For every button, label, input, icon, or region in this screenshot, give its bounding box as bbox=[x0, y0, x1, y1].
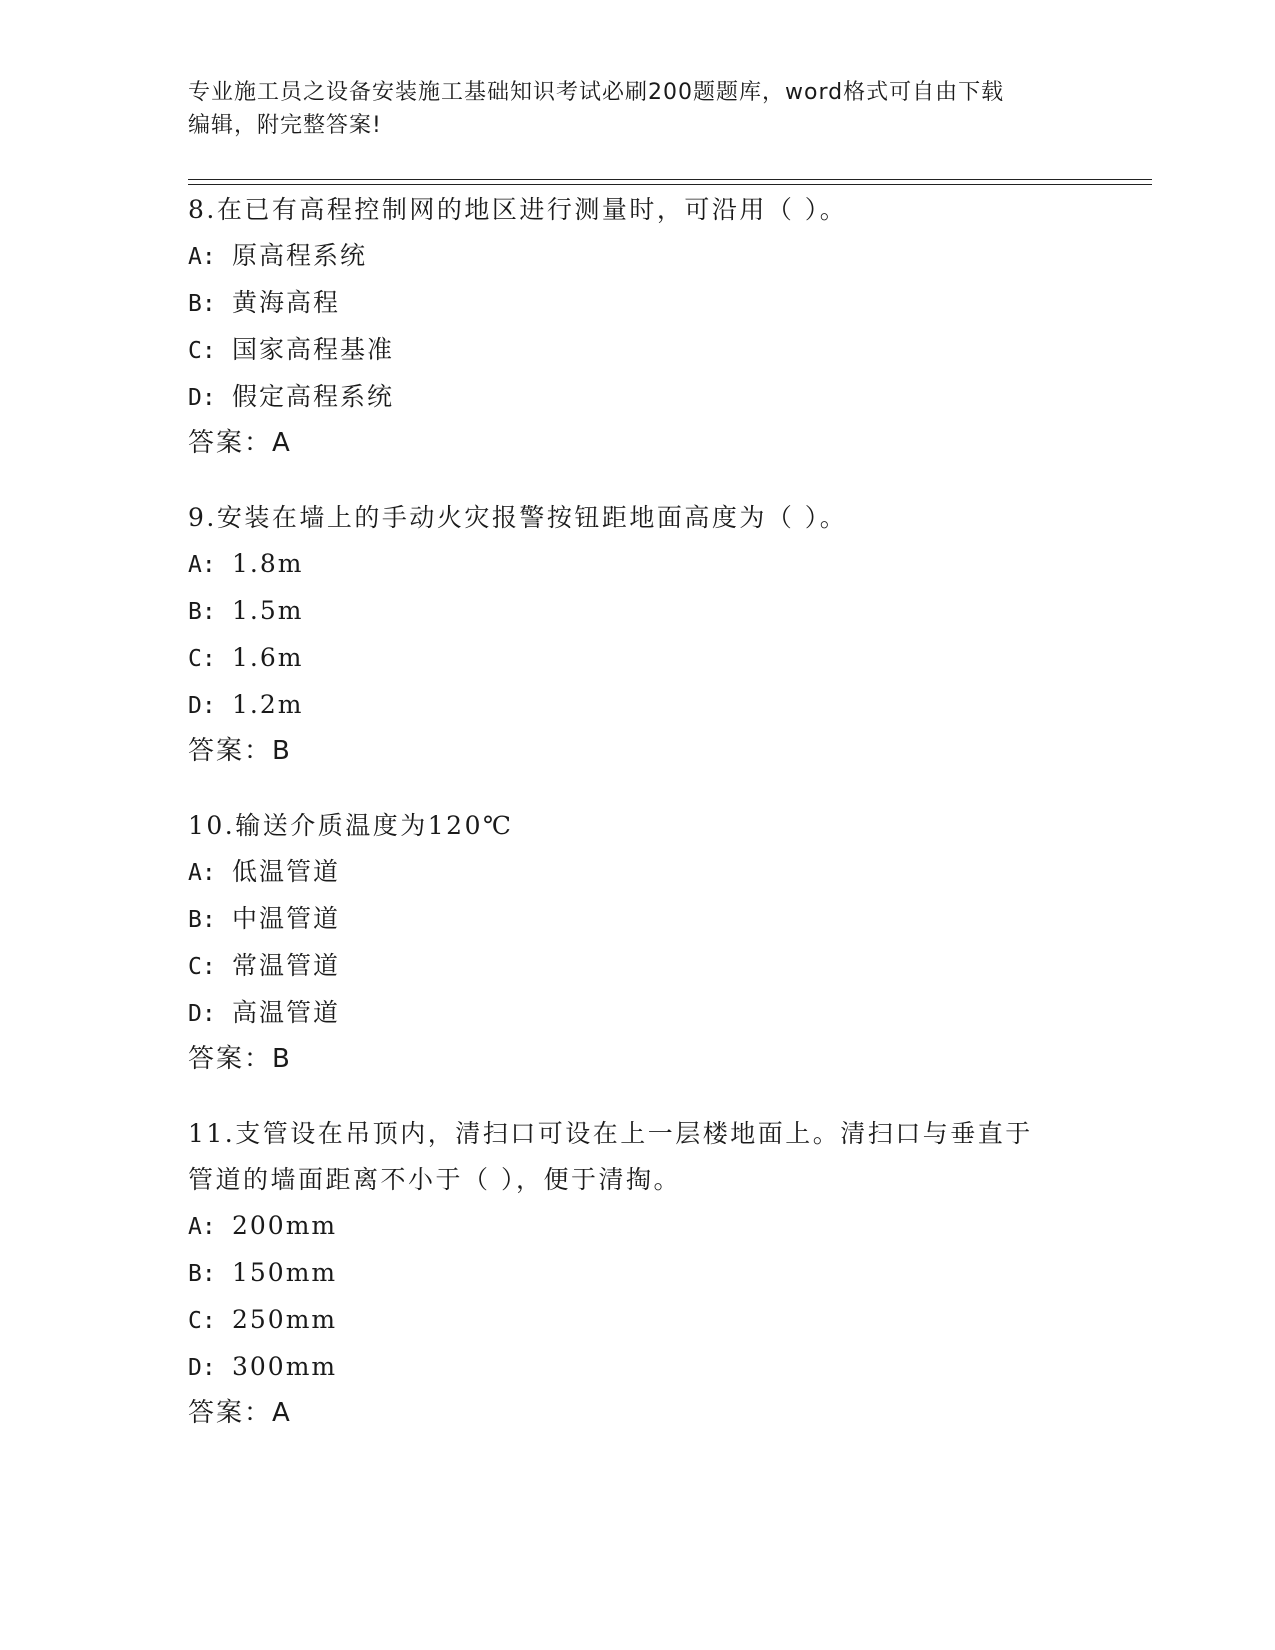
option-letter: D: bbox=[188, 693, 216, 719]
answer-label: 答案： bbox=[188, 1398, 273, 1428]
answer-value: A bbox=[272, 1398, 291, 1428]
question-stem: 8.在已有高程控制网的地区进行测量时，可沿用（ ）。 bbox=[188, 195, 848, 224]
option-text: 国家高程基准 bbox=[232, 335, 395, 364]
option-text: 黄海高程 bbox=[232, 288, 341, 317]
header-line-2: 编辑，附完整答案! bbox=[188, 113, 382, 138]
answer-line bbox=[188, 421, 1088, 465]
option-a bbox=[188, 1203, 1088, 1250]
answer-label: 答案： bbox=[188, 428, 273, 458]
option-letter: A: bbox=[188, 860, 216, 886]
answer-line bbox=[188, 729, 1088, 773]
option-letter: C: bbox=[188, 338, 216, 364]
answer-line bbox=[188, 1391, 1088, 1435]
question-stem-continued: 管道的墙面距离不小于（ ），便于清掏。 bbox=[188, 1165, 681, 1194]
header-line-1: 专业施工员之设备安装施工基础知识考试必刷200题题库，word格式可自由下载 bbox=[188, 80, 1005, 105]
option-c bbox=[188, 635, 1088, 682]
option-text: 300mm bbox=[232, 1352, 338, 1381]
question-9 bbox=[188, 495, 1088, 773]
question-stem: 11.支管设在吊顶内，清扫口可设在上一层楼地面上。清扫口与垂直于 bbox=[188, 1119, 1033, 1148]
option-letter: B: bbox=[188, 1261, 216, 1287]
option-text: 150mm bbox=[232, 1258, 338, 1287]
answer-line bbox=[188, 1037, 1088, 1081]
option-d bbox=[188, 1344, 1088, 1391]
answer-value: A bbox=[272, 428, 291, 458]
option-letter: D: bbox=[188, 1355, 216, 1381]
option-text: 1.6m bbox=[232, 643, 304, 672]
option-letter: A: bbox=[188, 1214, 216, 1240]
option-text: 中温管道 bbox=[232, 904, 341, 933]
option-letter: B: bbox=[188, 599, 216, 625]
answer-label: 答案： bbox=[188, 1044, 273, 1074]
header-divider-top bbox=[188, 179, 1152, 180]
option-text: 低温管道 bbox=[232, 857, 341, 886]
option-a bbox=[188, 849, 1088, 896]
option-text: 250mm bbox=[232, 1305, 338, 1334]
option-b bbox=[188, 896, 1088, 943]
option-letter: A: bbox=[188, 552, 216, 578]
option-text: 1.5m bbox=[232, 596, 304, 625]
option-text: 1.8m bbox=[232, 549, 304, 578]
question-stem: 9.安装在墙上的手动火灾报警按钮距地面高度为（ ）。 bbox=[188, 503, 848, 532]
option-d bbox=[188, 374, 1088, 421]
option-d bbox=[188, 682, 1088, 729]
option-text: 高温管道 bbox=[232, 998, 341, 1027]
question-8 bbox=[188, 187, 1088, 465]
option-letter: A: bbox=[188, 244, 216, 270]
option-letter: B: bbox=[188, 291, 216, 317]
option-letter: C: bbox=[188, 954, 216, 980]
option-b bbox=[188, 1250, 1088, 1297]
answer-value: B bbox=[272, 1044, 291, 1074]
option-letter: D: bbox=[188, 1001, 216, 1027]
question-11 bbox=[188, 1111, 1088, 1435]
question-10 bbox=[188, 803, 1088, 1081]
answer-value: B bbox=[272, 736, 291, 766]
option-letter: B: bbox=[188, 907, 216, 933]
option-a bbox=[188, 541, 1088, 588]
option-b bbox=[188, 588, 1088, 635]
option-text: 200mm bbox=[232, 1211, 338, 1240]
header-divider-bottom bbox=[188, 184, 1152, 185]
option-d bbox=[188, 990, 1088, 1037]
option-text: 1.2m bbox=[232, 690, 304, 719]
option-text: 原高程系统 bbox=[232, 241, 368, 270]
option-c bbox=[188, 327, 1088, 374]
option-letter: C: bbox=[188, 646, 216, 672]
question-stem: 10.输送介质温度为120℃ bbox=[188, 811, 514, 840]
option-a bbox=[188, 233, 1088, 280]
option-c bbox=[188, 1297, 1088, 1344]
option-letter: C: bbox=[188, 1308, 216, 1334]
option-text: 常温管道 bbox=[232, 951, 341, 980]
option-text: 假定高程系统 bbox=[232, 382, 395, 411]
option-b bbox=[188, 280, 1088, 327]
option-c bbox=[188, 943, 1088, 990]
answer-label: 答案： bbox=[188, 736, 273, 766]
option-letter: D: bbox=[188, 385, 216, 411]
document-header bbox=[188, 76, 1088, 142]
